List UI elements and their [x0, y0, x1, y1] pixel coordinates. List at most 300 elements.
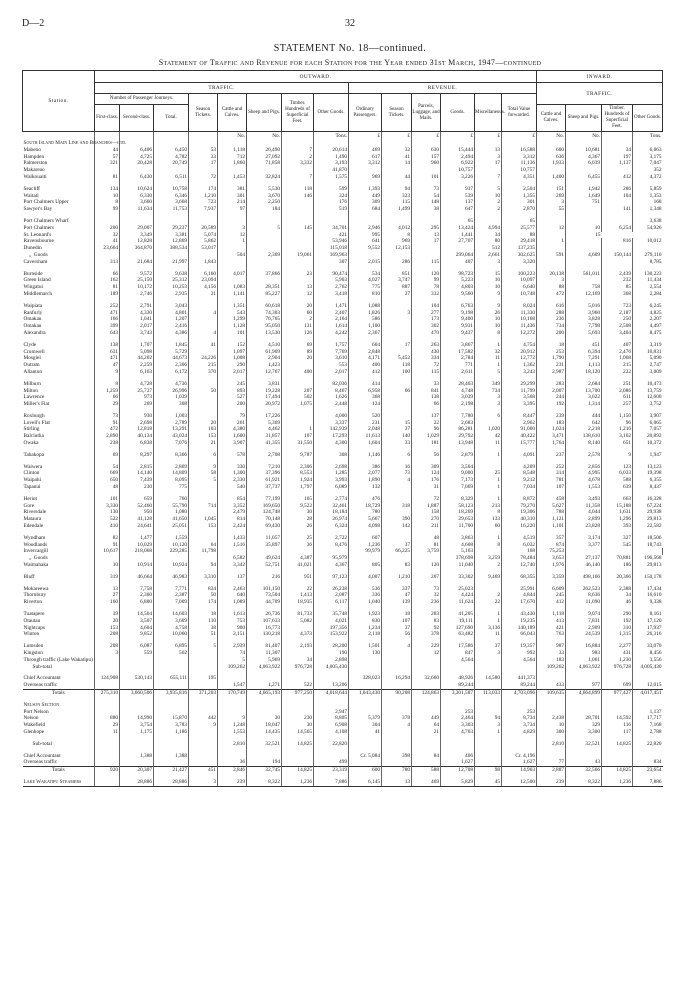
table-cell: [349, 218, 382, 225]
table-cell: [218, 753, 247, 760]
table-cell: 140: [382, 433, 412, 440]
table-cell: 4: [189, 330, 218, 337]
table-cell: 2,193: [282, 643, 314, 650]
table-cell: 930: [120, 413, 154, 420]
table-cell: 94: [382, 186, 412, 193]
station-name: Ranfurly: [23, 309, 43, 316]
table-row: [23, 599, 679, 606]
table-cell: [475, 140, 502, 147]
table-cell: 170,749: [218, 689, 247, 696]
table-cell: [633, 548, 663, 555]
table-cell: [282, 199, 314, 206]
table-cell: 10,168: [502, 316, 537, 323]
table-cell: [412, 167, 441, 174]
table-cell: 805: [349, 562, 382, 569]
table-row: [23, 218, 679, 225]
table-cell: 14,825: [602, 741, 633, 748]
units-cell: [154, 132, 189, 141]
table-cell: 1,826: [349, 310, 382, 317]
table-cell: 2,017: [218, 369, 247, 376]
table-cell: 11: [475, 440, 502, 447]
table-cell: 18,506: [633, 535, 663, 542]
table-cell: 27,707: [441, 238, 475, 245]
table-cell: 469: [349, 147, 382, 154]
table-cell: 31: [189, 291, 218, 298]
table-cell: 336: [349, 592, 382, 599]
table-cell: 14,592: [602, 715, 633, 722]
table-cell: 1,100: [349, 323, 382, 330]
table-cell: 89: [282, 349, 314, 356]
table-cell: [95, 709, 120, 716]
table-cell: 33,070: [633, 643, 663, 650]
table-cell: 472: [537, 291, 566, 298]
table-cell: 190: [314, 650, 349, 657]
table-cell: 3,863: [441, 535, 475, 542]
table-cell: 53: [189, 147, 218, 154]
table-cell: [282, 702, 314, 709]
table-cell: 319: [95, 574, 120, 581]
table-cell: 370: [189, 369, 218, 376]
table-cell: [189, 303, 218, 310]
table-cell: 604: [349, 342, 382, 349]
table-cell: 99,979: [349, 548, 382, 555]
table-cell: 1,248: [218, 722, 247, 729]
table-row: [23, 503, 679, 510]
table-cell: [502, 702, 537, 709]
table-cell: 200: [537, 330, 566, 337]
table-cell: 2,578: [566, 452, 602, 459]
table-row: [23, 682, 679, 689]
table-cell: 451: [566, 342, 602, 349]
table-cell: 3,332: [282, 160, 314, 167]
table-row: [23, 548, 679, 555]
table-cell: [120, 555, 154, 562]
station-name: Mataura: [23, 516, 42, 523]
table-cell: 7: [475, 174, 502, 181]
table-cell: [602, 759, 633, 766]
table-cell: 1,075: [282, 401, 314, 408]
table-cell: 1,271: [247, 682, 282, 689]
station-name: Stirling: [23, 426, 40, 433]
table-cell: 130: [95, 509, 120, 516]
table-cell: 1,757: [314, 342, 349, 349]
station-name: Outram: [23, 362, 40, 369]
table-cell: 14,504: [120, 611, 154, 618]
table-cell: [566, 548, 602, 555]
table-cell: 3: [475, 259, 502, 266]
table-cell: 780: [382, 767, 412, 774]
station-name: Port Chalmers Wharf: [23, 217, 69, 224]
table-cell: [218, 709, 247, 716]
table-cell: 352: [633, 167, 663, 174]
station-header: Station.: [23, 71, 95, 132]
table-cell: 3,330: [95, 503, 120, 510]
table-cell: 9,212: [502, 477, 537, 484]
table-cell: 20,307: [120, 767, 154, 774]
table-cell: 976,728: [602, 664, 633, 671]
table-cell: [154, 140, 189, 147]
table-cell: 5,729: [154, 349, 189, 356]
table-cell: 90,208: [382, 689, 412, 696]
table-cell: [189, 394, 218, 401]
table-cell: 27,092: [247, 154, 282, 161]
table-cell: 1,433: [218, 535, 247, 542]
table-cell: 10,757: [502, 167, 537, 174]
table-cell: 1: [475, 362, 502, 369]
table-cell: 132: [349, 484, 382, 491]
table-row: [23, 342, 679, 349]
table-cell: 130,218: [247, 631, 282, 638]
table-cell: 4: [382, 643, 412, 650]
table-cell: 2: [282, 154, 314, 161]
table-cell: [382, 330, 412, 337]
table-cell: 4: [382, 477, 412, 484]
table-cell: 562: [154, 650, 189, 657]
table-cell: [189, 650, 218, 657]
table-cell: 1,236: [349, 542, 382, 549]
table-cell: 28,886: [120, 779, 154, 786]
table-cell: 1,942: [566, 186, 602, 193]
table-cell: 21: [412, 729, 441, 736]
table-cell: [412, 702, 441, 709]
station-name: Nightcaps: [23, 624, 45, 631]
table-cell: 1: [475, 496, 502, 503]
table-cell: 66,225: [382, 548, 412, 555]
units-cell: [23, 132, 95, 141]
table-cell: 77,199: [247, 496, 282, 503]
table-cell: [189, 316, 218, 323]
table-cell: 6,160: [189, 271, 218, 278]
table-cell: 302: [412, 323, 441, 330]
table-cell: 1,547: [218, 682, 247, 689]
table-cell: 950: [120, 509, 154, 516]
table-row: [23, 464, 679, 471]
station-name: Clinton: [23, 470, 40, 477]
table-cell: 11,799: [502, 388, 537, 395]
units-cell: £: [502, 132, 537, 141]
table-cell: 11,798: [189, 548, 218, 555]
table-cell: 4,300: [314, 440, 349, 447]
table-cell: 1,089: [218, 599, 247, 606]
table-cell: 69: [95, 452, 120, 459]
table-cell: 3,320: [502, 259, 537, 266]
table-cell: 4,012: [382, 225, 412, 232]
column-header: First-class.: [95, 105, 120, 132]
table-cell: 4,728: [120, 381, 154, 388]
table-cell: 3,193: [314, 160, 349, 167]
table-cell: [566, 218, 602, 225]
table-cell: [95, 555, 120, 562]
table-cell: 1,393: [349, 186, 382, 193]
table-cell: 3: [218, 225, 247, 232]
table-row: [23, 271, 679, 278]
table-cell: 15: [566, 232, 602, 239]
table-cell: 1,490: [314, 154, 349, 161]
table-cell: 27: [95, 592, 120, 599]
table-cell: 4,519: [502, 535, 537, 542]
table-cell: 1,559: [154, 535, 189, 542]
column-header: Sheep and Pigs.: [247, 94, 282, 132]
table-cell: [314, 702, 349, 709]
table-cell: 2: [475, 592, 502, 599]
table-cell: [382, 702, 412, 709]
table-cell: 330: [218, 464, 247, 471]
table-cell: 3,359: [537, 574, 566, 581]
table-cell: 8,456: [633, 650, 663, 657]
table-cell: 2,463: [218, 586, 247, 593]
table-row: [23, 643, 679, 650]
table-cell: 9: [189, 464, 218, 471]
table-cell: [247, 259, 282, 266]
table-cell: 9,000: [441, 470, 475, 477]
table-cell: 332: [412, 291, 441, 298]
table-cell: 1,471: [314, 303, 349, 310]
table-cell: 504: [218, 252, 247, 259]
table-cell: 10: [95, 193, 120, 200]
table-cell: 23,828: [566, 523, 602, 530]
table-cell: [441, 245, 475, 252]
table-cell: 20,366: [602, 574, 633, 581]
table-cell: 239: [537, 779, 566, 786]
table-cell: 6,958: [349, 388, 382, 395]
station-name: Otautau: [23, 617, 41, 624]
table-cell: 2: [282, 316, 314, 323]
station-name: Caversham: [23, 258, 48, 265]
table-cell: 16,294: [382, 675, 412, 682]
station-name: Lake Wakatipu Steamers: [23, 779, 95, 786]
table-row: [23, 252, 679, 259]
table-cell: [95, 664, 120, 671]
table-cell: 95,050: [247, 323, 282, 330]
table-cell: 20: [95, 618, 120, 625]
table-cell: 32: [412, 592, 441, 599]
table-row: [23, 715, 679, 722]
table-cell: 173: [412, 316, 441, 323]
table-cell: 2,250: [247, 199, 282, 206]
table-cell: 1: [475, 342, 502, 349]
table-cell: 81: [95, 284, 120, 291]
table-cell: [247, 140, 282, 147]
table-cell: 1,626: [314, 394, 349, 401]
table-cell: 1,234: [349, 625, 382, 632]
table-cell: [349, 140, 382, 147]
table-cell: 3: [475, 401, 502, 408]
table-cell: [382, 484, 412, 491]
table-cell: 313: [95, 259, 120, 266]
table-cell: 9: [475, 291, 502, 298]
table-row: [23, 225, 679, 232]
table-cell: 1,259: [95, 388, 120, 395]
table-cell: 3,404: [602, 330, 633, 337]
table-cell: 4,171: [349, 355, 382, 362]
table-cell: 1,441: [441, 232, 475, 239]
table-cell: 2,387: [154, 592, 189, 599]
units-cell: No.: [247, 132, 282, 141]
table-cell: 31,550: [282, 440, 314, 447]
table-cell: 49,624: [247, 555, 282, 562]
table-row: [23, 316, 679, 323]
table-cell: 1,351: [218, 303, 247, 310]
table-cell: 3,174: [566, 535, 602, 542]
table-cell: 4,748: [441, 388, 475, 395]
station-name: Sub-total: [32, 663, 52, 670]
table-cell: 34: [475, 232, 502, 239]
table-cell: 977,250: [282, 689, 314, 696]
table-row: [23, 401, 679, 408]
table-cell: [218, 702, 247, 709]
table-cell: 39: [95, 611, 120, 618]
table-cell: 7,937: [189, 206, 218, 213]
table-cell: 1,924: [282, 477, 314, 484]
table-cell: [95, 682, 120, 689]
table-cell: 5,098: [120, 349, 154, 356]
table-cell: 31,857: [247, 433, 282, 440]
table-cell: 250: [602, 316, 633, 323]
table-cell: 4,564: [441, 657, 475, 664]
table-cell: [247, 753, 282, 760]
table-row: [23, 586, 679, 593]
table-cell: 189: [95, 291, 120, 298]
station-name: Waitati: [23, 192, 39, 199]
table-row: [23, 741, 679, 748]
column-header: Cattle and Calves.: [537, 105, 566, 132]
table-cell: 28,351: [247, 284, 282, 291]
table-row: [23, 722, 679, 729]
table-cell: 977: [566, 682, 602, 689]
table-cell: [154, 664, 189, 671]
table-cell: 253: [502, 709, 537, 716]
table-cell: 160: [95, 599, 120, 606]
column-header: Season Tickets.: [189, 94, 218, 132]
table-cell: 388,534: [154, 245, 189, 252]
table-cell: 29,653: [441, 516, 475, 523]
table-cell: [282, 259, 314, 266]
table-cell: 874: [537, 542, 566, 549]
table-row: [23, 154, 679, 161]
table-cell: [602, 675, 633, 682]
table-cell: 780: [349, 509, 382, 516]
table-cell: [154, 682, 189, 689]
table-cell: 200: [218, 401, 247, 408]
table-cell: [602, 702, 633, 709]
table-cell: 9: [218, 715, 247, 722]
table-cell: 17,586: [441, 643, 475, 650]
table-cell: 4,005,430: [314, 664, 349, 671]
table-cell: 22: [475, 599, 502, 606]
column-header: Other Goods.: [314, 94, 349, 132]
station-name: Nelson Section: [23, 701, 60, 708]
table-cell: 72: [412, 362, 441, 369]
table-cell: 89,244: [502, 682, 537, 689]
table-cell: [282, 650, 314, 657]
table-cell: 78: [412, 284, 441, 291]
passenger-journeys-header: Number of Passenger Journeys.: [95, 94, 189, 105]
table-cell: 3,867: [441, 342, 475, 349]
table-cell: 4,156: [189, 284, 218, 291]
table-cell: 498,166: [566, 574, 602, 581]
table-cell: 10,029: [120, 542, 154, 549]
table-row: [23, 193, 679, 200]
table-cell: 7,047: [633, 160, 663, 167]
table-cell: 6,582: [218, 555, 247, 562]
table-cell: 36: [218, 759, 247, 766]
table-cell: [189, 753, 218, 760]
table-cell: [95, 167, 120, 174]
table-cell: 20,749: [154, 160, 189, 167]
table-cell: 113,033: [475, 689, 502, 696]
table-cell: 207: [412, 574, 441, 581]
station-name: Balclutha: [23, 433, 44, 440]
table-cell: 368: [349, 394, 382, 401]
table-cell: 5,667: [349, 516, 382, 523]
table-cell: 11,624: [441, 599, 475, 606]
table-cell: 2,407: [314, 310, 349, 317]
table-cell: 37,866: [247, 271, 282, 278]
station-name: Glenhope: [23, 728, 45, 735]
table-cell: 253: [441, 709, 475, 716]
table-cell: 9,074: [566, 611, 602, 618]
table-cell: 44: [382, 174, 412, 181]
table-cell: [475, 657, 502, 664]
table-cell: 20,138: [537, 271, 566, 278]
table-row: [23, 426, 679, 433]
table-cell: 57: [95, 154, 120, 161]
table-cell: 760: [154, 496, 189, 503]
table-cell: 11,358: [566, 503, 602, 510]
table-cell: 153: [189, 523, 218, 530]
table-cell: 2,708: [247, 452, 282, 459]
table-cell: [537, 709, 566, 716]
table-cell: 2,722: [314, 535, 349, 542]
table-cell: [382, 709, 412, 716]
table-cell: 2,360: [120, 592, 154, 599]
table-cell: 35,748: [314, 611, 349, 618]
table-cell: [95, 741, 120, 748]
table-cell: 1,210: [189, 193, 218, 200]
table-cell: 3,783: [154, 722, 189, 729]
table-cell: 441,373: [502, 675, 537, 682]
table-cell: 138: [412, 394, 441, 401]
table-cell: 41,355: [247, 440, 282, 447]
table-cell: 2,870: [502, 206, 537, 213]
table-cell: 10,758: [154, 186, 189, 193]
table-cell: 2,935: [154, 291, 189, 298]
table-cell: 283: [537, 381, 566, 388]
table-cell: 3,668: [154, 199, 189, 206]
table-cell: 80: [475, 238, 502, 245]
table-cell: Cr. 5,084: [349, 753, 382, 760]
table-cell: [382, 759, 412, 766]
inward-traffic-header: TRAFFIC.: [537, 83, 663, 105]
table-cell: 216: [247, 574, 282, 581]
station-name: Wingatui: [23, 284, 43, 291]
station-name: „ Goods: [23, 555, 48, 562]
table-cell: [412, 252, 441, 259]
table-cell: 617: [349, 154, 382, 161]
table-cell: 183: [537, 420, 566, 427]
station-name: Miller's Flat: [23, 401, 50, 408]
table-cell: 368: [602, 291, 633, 298]
table-cell: 751: [566, 199, 602, 206]
table-cell: [602, 245, 633, 252]
table-cell: 19,306: [502, 509, 537, 516]
table-cell: [382, 657, 412, 664]
table-cell: 14,580: [475, 675, 502, 682]
table-cell: 3,960: [566, 310, 602, 317]
table-cell: 70,148: [247, 516, 282, 523]
table-cell: [602, 167, 633, 174]
table-cell: 279,110: [633, 252, 663, 259]
